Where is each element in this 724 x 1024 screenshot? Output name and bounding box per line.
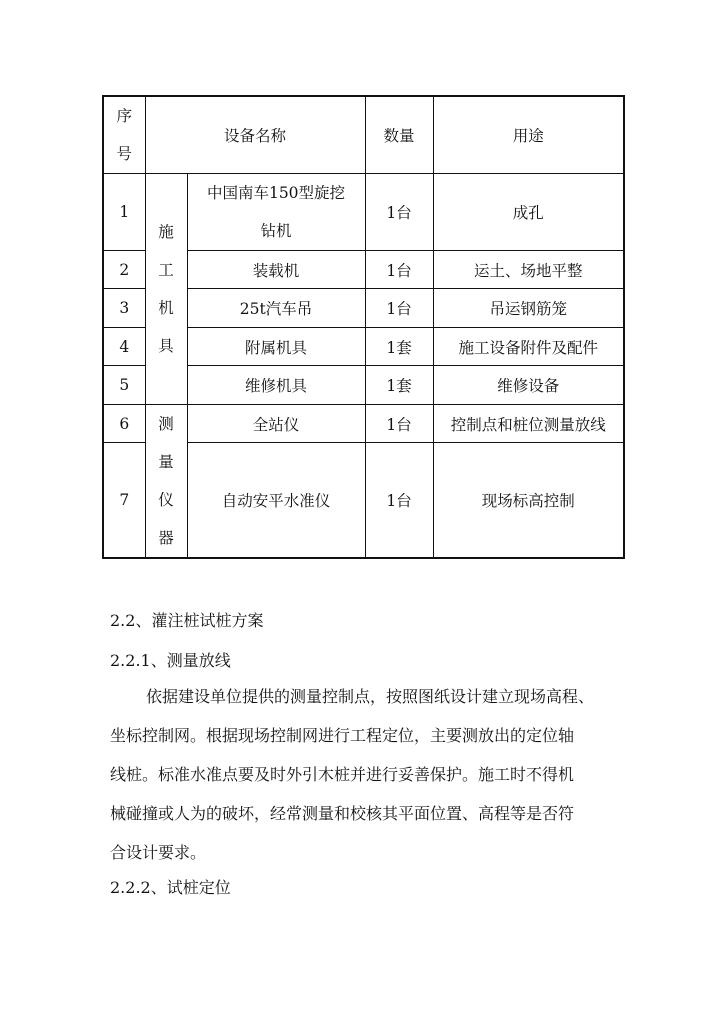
row-no: 3 [103,289,145,328]
row-use: 维修设备 [433,366,624,405]
section-heading-2-2-2: 2.2.2、试桩定位 [110,878,231,897]
row-name: 维修机具 [187,366,365,405]
header-index: 序 号 [103,96,145,174]
row-use: 吊运钢筋笼 [433,289,624,328]
header-qty: 数量 [365,96,433,174]
section-heading-2-2-1: 2.2.1、测量放线 [110,651,231,670]
section-heading-2-2: 2.2、灌注桩试桩方案 [110,611,264,630]
row-qty: 1台 [365,251,433,289]
body-paragraph [110,677,630,872]
row-name: 中国南车150型旋挖 钻机 [187,174,365,251]
equipment-table [102,95,625,559]
row-no: 4 [103,328,145,366]
table-header-row [103,96,624,174]
row-no: 2 [103,251,145,289]
row-no: 5 [103,366,145,405]
row-qty: 1台 [365,289,433,328]
row-name: 25t汽车吊 [187,289,365,328]
header-use: 用途 [433,96,624,174]
row-name: 全站仪 [187,405,365,443]
paragraph-line: 线桩。标准水准点要及时外引木桩并进行妥善保护。施工时不得机 [110,765,575,784]
row-qty: 1台 [365,443,433,558]
row-name: 自动安平水准仪 [187,443,365,558]
paragraph-line: 依据建设单位提供的测量控制点，按照图纸设计建立现场高程、 [146,687,595,706]
group-construction: 施 工 机 具 [145,174,187,405]
row-use: 施工设备附件及配件 [433,328,624,366]
row-qty: 1台 [365,405,433,443]
paragraph-line: 坐标控制网。根据现场控制网进行工程定位，主要测放出的定位轴 [110,726,575,745]
group-survey: 测 量 仪 器 [145,405,187,559]
paragraph-line: 械碰撞或人为的破坏，经常测量和校核其平面位置、高程等是否符 [110,804,575,823]
row-qty: 1台 [365,174,433,251]
row-name: 附属机具 [187,328,365,366]
row-no: 1 [103,174,145,251]
table-row [103,405,624,443]
header-name: 设备名称 [145,96,365,174]
row-use: 控制点和桩位测量放线 [433,405,624,443]
row-use: 成孔 [433,174,624,251]
row-qty: 1套 [365,328,433,366]
row-name: 装载机 [187,251,365,289]
row-no: 6 [103,405,145,443]
paragraph-line: 合设计要求。 [110,843,207,862]
row-use: 运土、场地平整 [433,251,624,289]
row-use: 现场标高控制 [433,443,624,558]
row-qty: 1套 [365,366,433,405]
table-row [103,174,624,251]
row-no: 7 [103,443,145,558]
